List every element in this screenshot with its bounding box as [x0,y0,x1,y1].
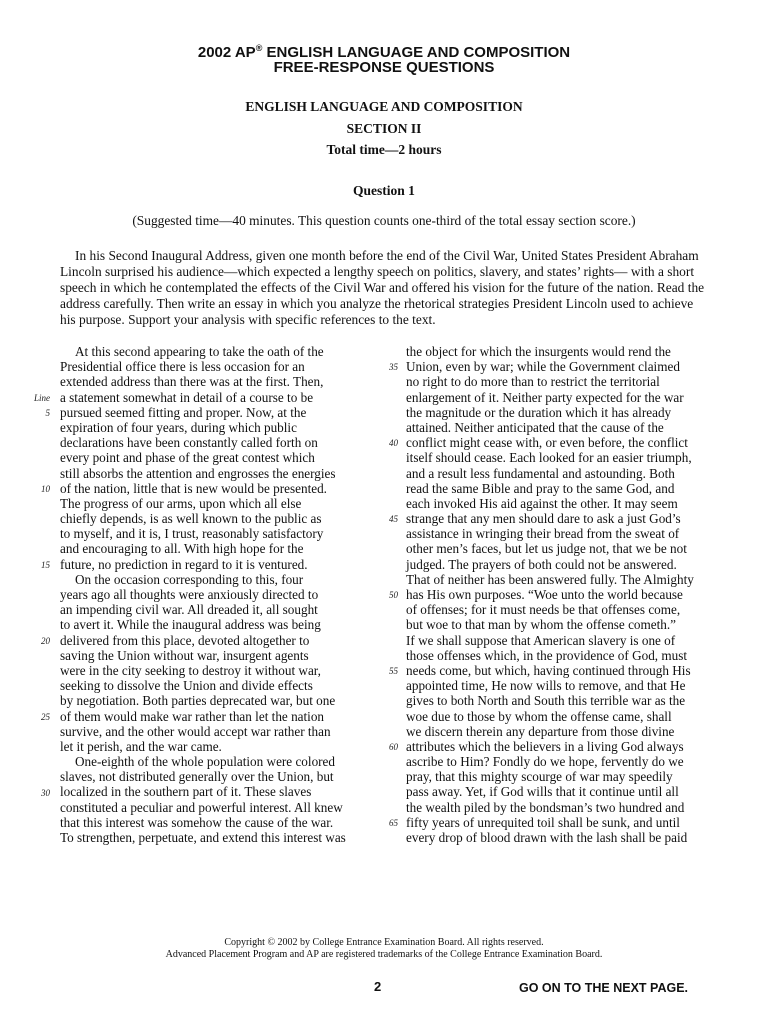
passage-line: every drop of blood drawn with the lash shall be paid [406,830,688,845]
time-heading: Total time—2 hours [326,142,442,157]
copyright-notice: Copyright © 2002 by College Entrance Examination Board. All rights reserved. [224,937,544,948]
passage-line: the wealth piled by the bondsman’s two hundred and [406,799,685,815]
line-label: Line [33,392,50,403]
passage-line: future, no prediction in regard to it is ventured. [60,556,308,572]
passage-line: but woe to that man by whom the offense cometh.” [406,617,677,633]
passage-line: attributes which the believers in a living God always [406,738,684,754]
passage-line: appointed time, He now wills to remove, and that He [406,678,686,694]
line-number: 20 [41,635,50,646]
prompt-line: In his Second Inaugural Address, given one month before the end of the Civil War, United States President [75,248,647,263]
line-number: 5 [45,407,50,418]
passage-line: At this second appearing to take the oath of the [75,344,324,359]
passage-line: declarations have been constantly called forth on [60,435,318,451]
line-number: 50 [389,590,398,601]
passage-line: Presidential office there is less occasion for an [60,359,305,375]
passage-line: years ago all thoughts were anxiously directed to [60,587,319,602]
prompt-line: Abraham Lincoln surprised his audience—which expected a lengthy speech on politics, slavery, and states’ rights— [60,248,699,279]
passage-line: each invoked His aid against the other. It may seem [406,495,678,511]
passage-line: a statement somewhat in detail of a course to be [60,389,314,405]
passage-line: If we shall suppose that American slavery is one of [406,632,676,648]
passage-line: conflict might cease with, or even before, the conflict [406,435,688,451]
prompt-line: with a short speech in which he contemplated the effects of the Civil War and offered his vision for the future of the [60,264,695,295]
passage-line: of offenses; for it must needs be that offenses come, [406,602,681,618]
passage-line: of the nation, little that is new would be presented. [60,480,327,496]
passage-line: every point and phase of the great contest which [60,450,315,466]
passage-line: the object for which the insurgents would rend the [406,344,671,359]
passage-line: saving the Union without war, insurgent agents [60,647,309,663]
line-number: 55 [389,666,398,677]
passage-line: Union, even by war; while the Government claimed [406,359,680,375]
subject-heading: ENGLISH LANGUAGE AND COMPOSITION [245,99,523,114]
line-number: 40 [389,438,398,449]
passage-line: of them would make war rather than let the nation [60,708,325,724]
question-prompt [60,248,705,328]
passage-line: still absorbs the attention and engrosses the energies [60,465,336,481]
line-number: 45 [389,514,398,525]
passage-line: To strengthen, perpetuate, and extend this interest was [60,830,346,845]
passage-line: by negotiation. Both parties deprecated war, but one [60,693,336,709]
passage-line: read the same Bible and pray to the same God, and [406,480,675,496]
passage-line: no right to do more than to restrict the territorial [406,374,660,390]
page-number: 2 [374,979,382,994]
exam-title-suffix: ENGLISH LANGUAGE AND COMPOSITION [262,44,571,61]
passage-line: The progress of our arms, upon which all else [60,495,302,511]
line-number: 25 [41,711,50,722]
section-heading: SECTION II [346,121,422,136]
passage-line: and encouraging to all. With high hope for the [60,541,304,557]
passage-line: pursued seemed fitting and proper. Now, at the [60,404,307,420]
registered-mark: ® [255,43,263,53]
passage-line: needs come, but which, having continued through His [406,662,691,678]
passage-line: judged. The prayers of both could not be answered. [406,556,677,572]
passage-line: itself should cease. Each looked for an easier triumph, [406,450,692,466]
line-number: 35 [389,362,398,373]
passage-line: we discern therein any departure from those divine [406,723,675,739]
passage-line: the magnitude or the duration which it has already [406,404,672,420]
trademark-notice: Advanced Placement Program and AP are registered trademarks of the College Entrance Examination Board. [165,949,603,960]
passage-line: an impending civil war. All dreaded it, all sought [60,602,318,618]
passage-line: that this interest was somehow the cause of the war. [60,814,334,830]
passage-right-column [406,344,716,845]
passage-left-column [60,344,365,845]
line-number: 10 [41,483,50,494]
passage-line: gives to both North and South this terrible war as the [406,693,686,709]
line-number: 15 [41,559,50,570]
passage-line: other men’s faces, but let us judge not, that we be not [406,541,687,557]
suggested-time: (Suggested time—40 minutes. This question counts one-third of the total essay section score.) [132,213,636,228]
passage-line: to myself, and it is, I trust, reasonably satisfactory [60,526,324,542]
passage-line: enlargement of it. Neither party expected for the war [406,389,684,405]
line-number: 30 [41,787,50,798]
passage-line: survive, and the other would accept war rather than [60,723,331,739]
passage-line: seeking to dissolve the Union and divide effects [60,678,313,694]
passage-line: let it perish, and the war came. [60,738,222,754]
passage-line: strange that any men should dare to ask a just God’s [406,511,681,527]
passage-line: constituted a peculiar and powerful interest. All knew [60,799,343,815]
passage-line: chiefly depends, is as well known to the public as [60,511,322,527]
passage-line: were in the city seeking to destroy it without war, [60,662,321,678]
passage-line: pass away. Yet, if God wills that it continue until all [406,784,679,800]
prompt-line: Lincoln used to achieve his purpose. Support your analysis with specific references to the text. [60,296,694,327]
passage-line: expiration of four years, during which public [60,419,297,435]
passage-line: fifty years of unrequited toil shall be sunk, and until [406,814,680,830]
passage-line: extended address than there was at the first. Then, [60,374,324,390]
passage-line: slaves, not distributed generally over the Union, but [60,769,334,785]
exam-title-prefix: 2002 AP [197,44,256,61]
line-number: 65 [389,818,398,829]
passage-line: ascribe to Him? Fondly do we hope, fervently do we [406,754,684,770]
passage-line: to avert it. While the inaugural address was being [60,617,321,633]
passage-line: One-eighth of the whole population were colored [75,754,336,770]
passage-line: woe due to those by whom the offense came, shall [406,708,672,724]
prompt-line: nation. Read the address carefully. Then write an essay in which you analyze the rhetorical strategies President [60,280,705,311]
passage-line: and a result less fundamental and astounding. Both [406,465,675,481]
exam-subtitle: FREE-RESPONSE QUESTIONS [273,59,495,76]
passage-line: delivered from this place, devoted altogether to [60,632,310,648]
passage-line: those offenses which, in the providence of God, must [406,647,688,663]
passage-line: On the occasion corresponding to this, four [75,571,304,587]
passage-line: That of neither has been answered fully. The Almighty [406,571,694,587]
passage-line: has His own purposes. “Woe unto the world because [406,587,683,602]
line-number: 60 [389,742,398,753]
passage-line: localized in the southern part of it. These slaves [60,784,312,800]
passage-line: attained. Neither anticipated that the cause of the [406,419,664,435]
passage-line: pray, that this mighty scourge of war may speedily [406,769,673,785]
next-page-instruction: GO ON TO THE NEXT PAGE. [519,981,689,995]
passage-line: assistance in wringing their bread from the sweat of [406,526,680,542]
question-title: Question 1 [353,183,415,198]
